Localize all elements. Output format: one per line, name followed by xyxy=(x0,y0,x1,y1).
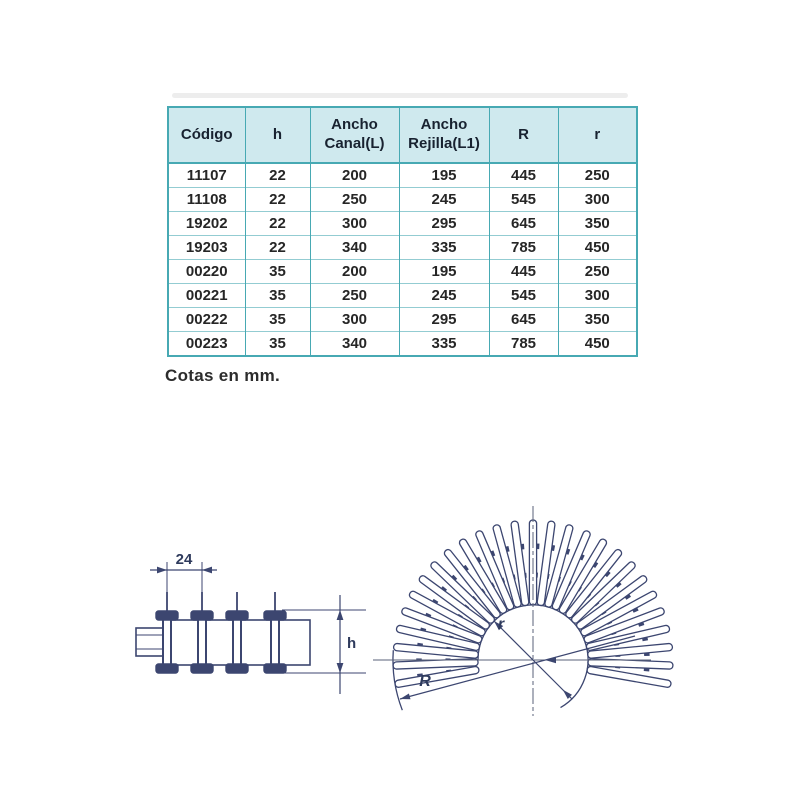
cell-h: 22 xyxy=(245,188,310,212)
cell-r: 250 xyxy=(558,260,637,284)
column-header-h: h xyxy=(245,107,310,163)
cell-codigo: 11107 xyxy=(168,163,245,188)
column-header-ancho-canal: Ancho Canal(L) xyxy=(310,107,399,163)
cell-R: 445 xyxy=(489,260,558,284)
cell-ancho-rejilla: 245 xyxy=(399,284,489,308)
table-row xyxy=(168,236,637,260)
cell-r: 350 xyxy=(558,212,637,236)
cell-R: 785 xyxy=(489,332,558,357)
column-header-codigo: Código xyxy=(168,107,245,163)
units-note: Cotas en mm. xyxy=(165,366,281,385)
inner-radius-label: r xyxy=(497,616,505,633)
cell-ancho-canal: 300 xyxy=(310,212,399,236)
pitch-dimension-label: 24 xyxy=(175,551,193,568)
scan-artifact xyxy=(172,93,628,98)
cell-codigo: 00220 xyxy=(168,260,245,284)
table-header xyxy=(168,107,637,163)
outer-radius-label: R xyxy=(419,673,431,690)
cell-r: 300 xyxy=(558,188,637,212)
cell-ancho-rejilla: 335 xyxy=(399,236,489,260)
cell-h: 35 xyxy=(245,308,310,332)
cell-h: 35 xyxy=(245,332,310,357)
table-row xyxy=(168,212,637,236)
height-dimension-label: h xyxy=(347,635,357,652)
cell-ancho-canal: 340 xyxy=(310,236,399,260)
cell-codigo: 11108 xyxy=(168,188,245,212)
cell-h: 22 xyxy=(245,236,310,260)
table-row xyxy=(168,260,637,284)
cell-R: 445 xyxy=(489,163,558,188)
cell-ancho-rejilla: 295 xyxy=(399,212,489,236)
table-row xyxy=(168,163,637,188)
cell-R: 645 xyxy=(489,308,558,332)
cell-R: 645 xyxy=(489,212,558,236)
cell-ancho-rejilla: 195 xyxy=(399,163,489,188)
table-row xyxy=(168,332,637,357)
cell-ancho-rejilla: 295 xyxy=(399,308,489,332)
table-row xyxy=(168,188,637,212)
end-cap xyxy=(136,628,163,656)
product-size-table xyxy=(167,106,638,357)
cell-h: 35 xyxy=(245,260,310,284)
cell-ancho-rejilla: 335 xyxy=(399,332,489,357)
cell-r: 300 xyxy=(558,284,637,308)
cell-codigo: 00221 xyxy=(168,284,245,308)
cell-r: 350 xyxy=(558,308,637,332)
cell-ancho-canal: 340 xyxy=(310,332,399,357)
cell-h: 22 xyxy=(245,212,310,236)
cell-r: 450 xyxy=(558,332,637,357)
cell-codigo: 00222 xyxy=(168,308,245,332)
table-row xyxy=(168,308,637,332)
cell-h: 22 xyxy=(245,163,310,188)
cell-R: 785 xyxy=(489,236,558,260)
grille-profile-drawing xyxy=(136,562,366,694)
cell-codigo: 19203 xyxy=(168,236,245,260)
cell-ancho-canal: 200 xyxy=(310,260,399,284)
cell-codigo: 19202 xyxy=(168,212,245,236)
cell-ancho-canal: 250 xyxy=(310,188,399,212)
cell-ancho-rejilla: 195 xyxy=(399,260,489,284)
cell-r: 450 xyxy=(558,236,637,260)
cell-R: 545 xyxy=(489,188,558,212)
cell-ancho-rejilla: 245 xyxy=(399,188,489,212)
cell-codigo: 00223 xyxy=(168,332,245,357)
cell-R: 545 xyxy=(489,284,558,308)
column-header-r: r xyxy=(558,107,637,163)
cell-h: 35 xyxy=(245,284,310,308)
curved-grille-drawing xyxy=(373,506,673,716)
cell-ancho-canal: 300 xyxy=(310,308,399,332)
column-header-ancho-rejilla: Ancho Rejilla(L1) xyxy=(399,107,489,163)
cell-r: 250 xyxy=(558,163,637,188)
table-row xyxy=(168,284,637,308)
cell-ancho-canal: 200 xyxy=(310,163,399,188)
table-body xyxy=(168,163,637,356)
column-header-R: R xyxy=(489,107,558,163)
cell-ancho-canal: 250 xyxy=(310,284,399,308)
technical-drawings xyxy=(120,498,690,728)
